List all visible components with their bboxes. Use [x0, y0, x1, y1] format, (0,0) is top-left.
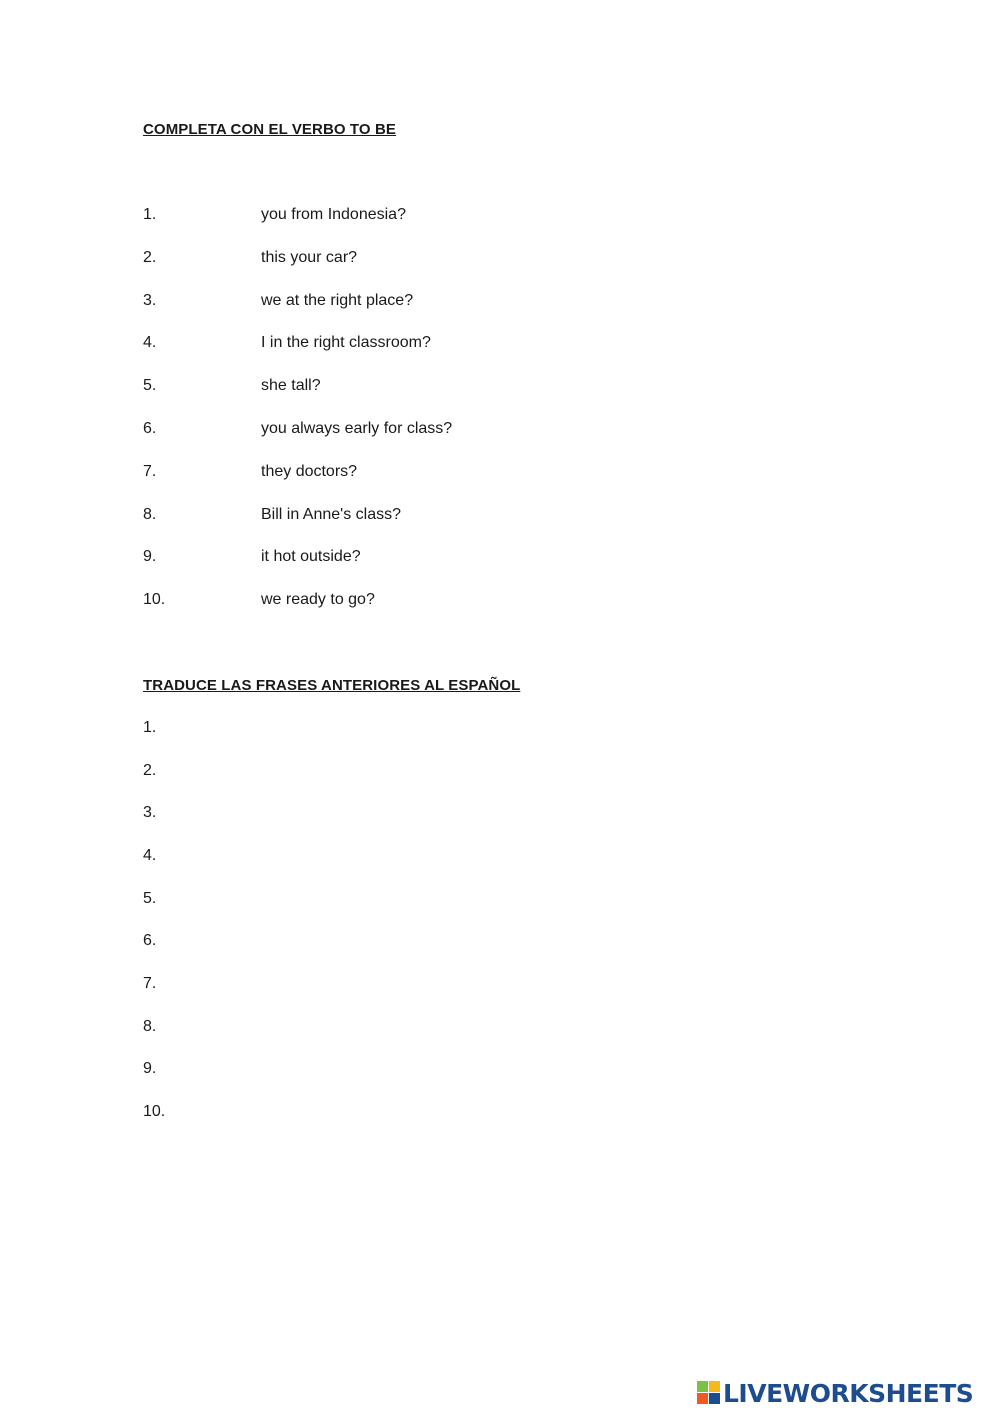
- item-number: 1.: [143, 206, 157, 223]
- item-number: 6.: [143, 932, 157, 949]
- item-number: 5.: [143, 377, 157, 394]
- item-text: they doctors?: [261, 463, 358, 480]
- liveworksheets-logo: [697, 1378, 973, 1408]
- item-number: 3.: [143, 292, 157, 309]
- item-text: I in the right classroom?: [261, 334, 431, 351]
- item-text: we ready to go?: [261, 591, 375, 608]
- logo-text: LIVEWORKSHEETS: [723, 1378, 974, 1408]
- item-number: 9.: [143, 1060, 157, 1077]
- item-number: 2.: [143, 762, 157, 779]
- item-text: she tall?: [261, 377, 321, 394]
- item-number: 10.: [143, 591, 166, 608]
- item-number: 5.: [143, 890, 157, 907]
- item-number: 4.: [143, 847, 157, 864]
- item-text: this your car?: [261, 249, 358, 266]
- item-text: it hot outside?: [261, 548, 361, 565]
- item-text: we at the right place?: [261, 292, 414, 309]
- item-number: 7.: [143, 975, 157, 992]
- item-number: 2.: [143, 249, 157, 266]
- item-text: you always early for class?: [261, 420, 453, 437]
- item-number: 4.: [143, 334, 157, 351]
- item-text: you from Indonesia?: [261, 206, 406, 223]
- item-number: 8.: [143, 1018, 157, 1035]
- section-title-complete: COMPLETA CON EL VERBO TO BE: [143, 121, 396, 138]
- item-number: 10.: [143, 1103, 166, 1120]
- item-text: Bill in Anne's class?: [261, 506, 402, 523]
- item-number: 9.: [143, 548, 157, 565]
- item-number: 6.: [143, 420, 157, 437]
- logo-blocks-icon: [697, 1381, 721, 1405]
- item-number: 1.: [143, 719, 157, 736]
- item-number: 3.: [143, 804, 157, 821]
- item-number: 8.: [143, 506, 157, 523]
- item-number: 7.: [143, 463, 157, 480]
- section-title-translate: TRADUCE LAS FRASES ANTERIORES AL ESPAÑOL: [143, 677, 521, 694]
